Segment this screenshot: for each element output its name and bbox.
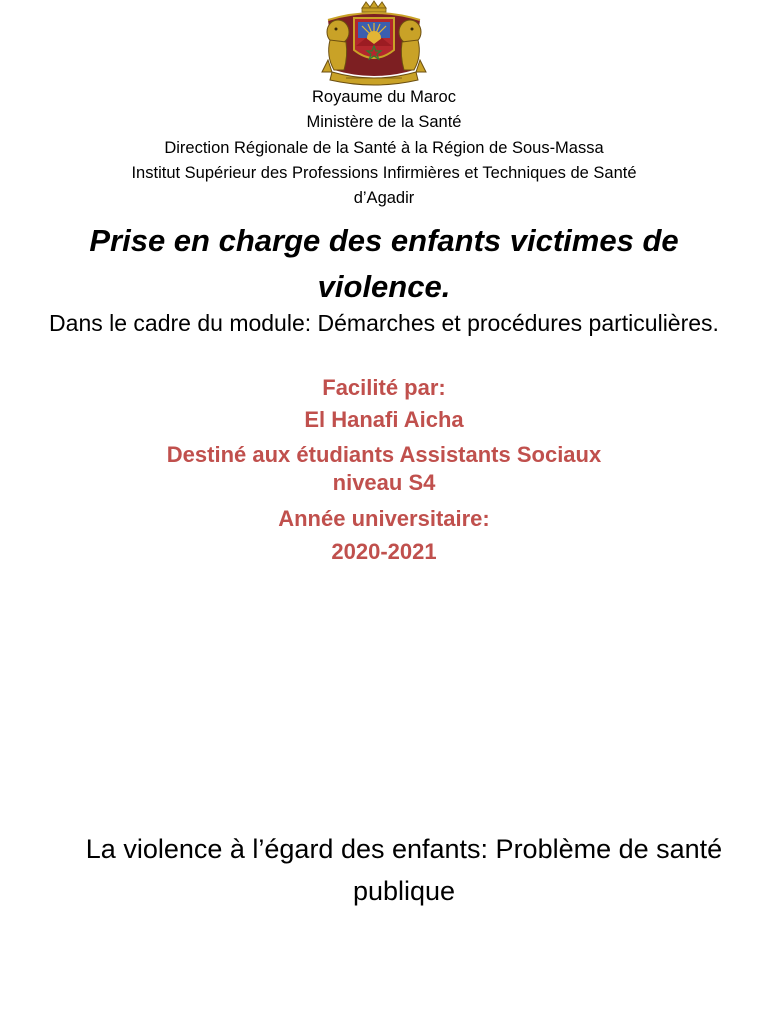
audience-level: niveau S4 (332, 470, 436, 495)
header-ministry: Ministère de la Santé (306, 113, 462, 131)
page-subtitle: Dans le cadre du module: Démarches et procédures particulières. (49, 310, 719, 336)
header-direction: Direction Régionale de la Santé à la Région de Sous-Massa (164, 139, 604, 157)
coat-of-arms-icon (306, 0, 442, 86)
audience-line: Destiné aux étudiants Assistants Sociaux (166, 442, 602, 467)
facilitated-label: Facilité par: (322, 375, 446, 400)
page-title: Prise en charge des enfants victimes de violence. (89, 223, 679, 304)
header-city: d’Agadir (353, 189, 415, 207)
header-kingdom: Royaume du Maroc (312, 88, 456, 106)
topic-statement: La violence à l’égard des enfants: Problème de santé publique (85, 834, 723, 906)
academic-year: 2020-2021 (331, 539, 437, 564)
facilitator-name: El Hanafi Aicha (304, 407, 464, 432)
academic-year-label: Année universitaire: (278, 506, 490, 531)
header-institute: Institut Supérieur des Professions Infirmières et Techniques de Santé (131, 164, 637, 182)
